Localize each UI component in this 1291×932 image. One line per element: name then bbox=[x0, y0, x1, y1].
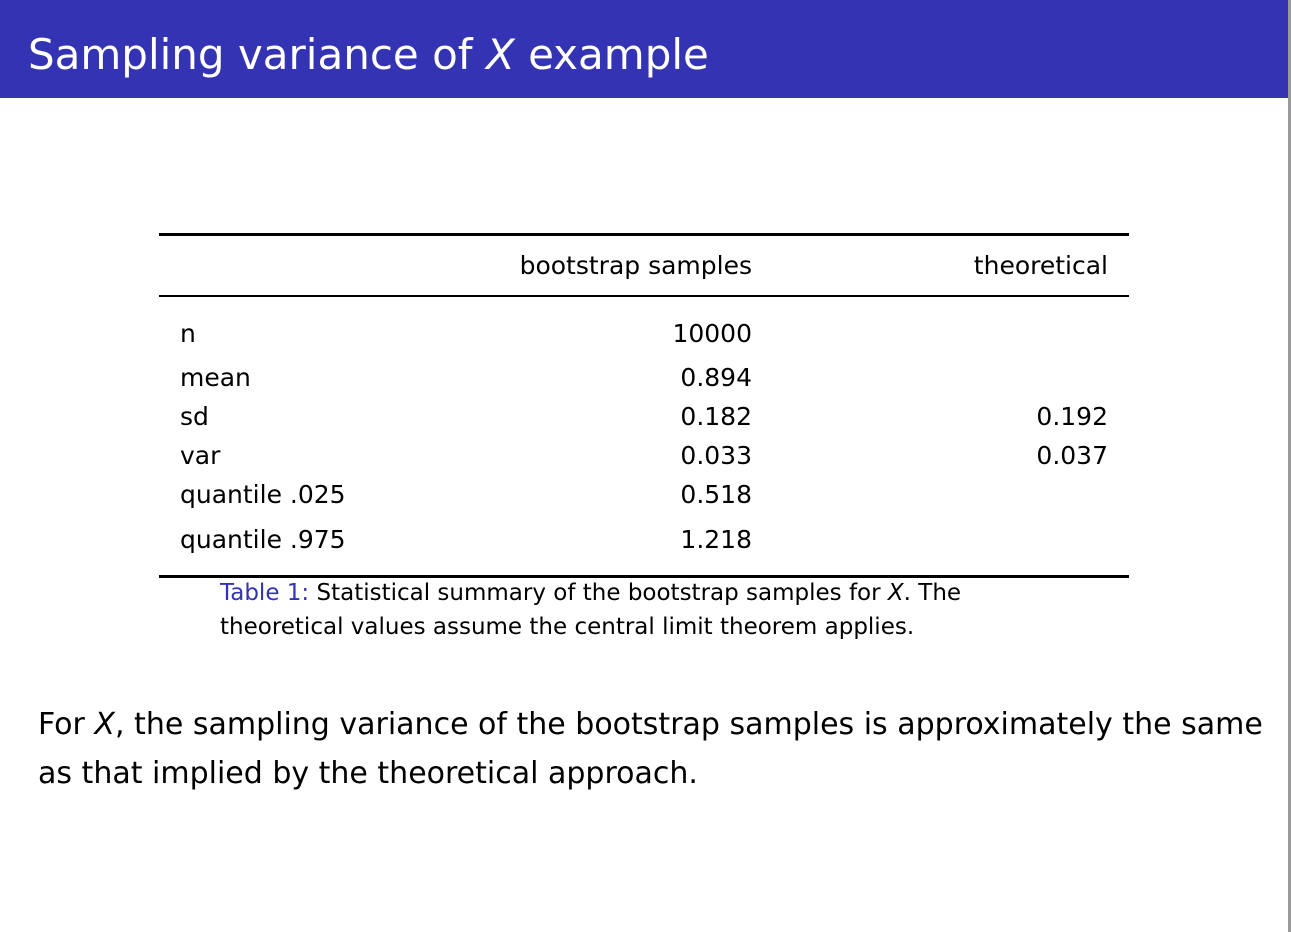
header-theoretical: theoretical bbox=[973, 251, 1108, 280]
table-header bbox=[159, 235, 1129, 297]
row-theoretical-value bbox=[773, 475, 1129, 514]
row-label: var bbox=[180, 441, 221, 470]
caption-text-after: . The theoretical values assume the central limit theorem applies. bbox=[220, 580, 962, 640]
table-row bbox=[159, 296, 1129, 358]
body-text-before: For bbox=[38, 707, 95, 742]
row-bootstrap-value: 0.033 bbox=[680, 441, 752, 470]
table-body bbox=[159, 296, 1129, 577]
row-bootstrap-value: 10000 bbox=[672, 318, 752, 348]
slide-title bbox=[28, 26, 709, 84]
row-bootstrap-value: 0.182 bbox=[680, 402, 752, 431]
slide-title-bar bbox=[0, 0, 1288, 98]
row-theoretical-value bbox=[773, 358, 1129, 397]
header-label bbox=[159, 235, 481, 297]
table-row bbox=[159, 397, 1129, 436]
row-label: quantile .975 bbox=[180, 524, 346, 554]
row-label: mean bbox=[180, 363, 251, 392]
row-label: n bbox=[180, 318, 196, 348]
row-theoretical-value: 0.192 bbox=[1036, 402, 1108, 431]
row-label: sd bbox=[180, 402, 209, 431]
caption-text-before: Statistical summary of the bootstrap samples for bbox=[309, 580, 888, 606]
table-caption bbox=[220, 576, 1080, 644]
title-prefix: Sampling variance of bbox=[28, 30, 486, 79]
table-row bbox=[159, 436, 1129, 475]
caption-math-x: X bbox=[887, 580, 904, 606]
table-header-row bbox=[159, 235, 1129, 297]
body-math-x: X bbox=[94, 707, 115, 742]
row-theoretical-value bbox=[773, 514, 1129, 577]
body-paragraph bbox=[38, 700, 1268, 798]
body-text-after: , the sampling variance of the bootstrap samples is approximately the same as that implied by the theoretical approach. bbox=[38, 707, 1263, 791]
table-row bbox=[159, 475, 1129, 514]
row-theoretical-value: 0.037 bbox=[1036, 441, 1108, 470]
row-bootstrap-value: 0.518 bbox=[680, 480, 752, 509]
table-row bbox=[159, 358, 1129, 397]
row-bootstrap-value: 0.894 bbox=[680, 363, 752, 392]
table-row bbox=[159, 514, 1129, 577]
title-math-x: X bbox=[485, 30, 515, 79]
row-theoretical-value bbox=[773, 296, 1129, 358]
caption-label: Table 1: bbox=[220, 580, 310, 606]
header-bootstrap-samples: bootstrap samples bbox=[519, 251, 752, 280]
statistical-summary-table bbox=[159, 233, 1129, 578]
row-bootstrap-value: 1.218 bbox=[680, 524, 752, 554]
title-suffix: example bbox=[514, 30, 709, 79]
row-label: quantile .025 bbox=[180, 480, 346, 509]
